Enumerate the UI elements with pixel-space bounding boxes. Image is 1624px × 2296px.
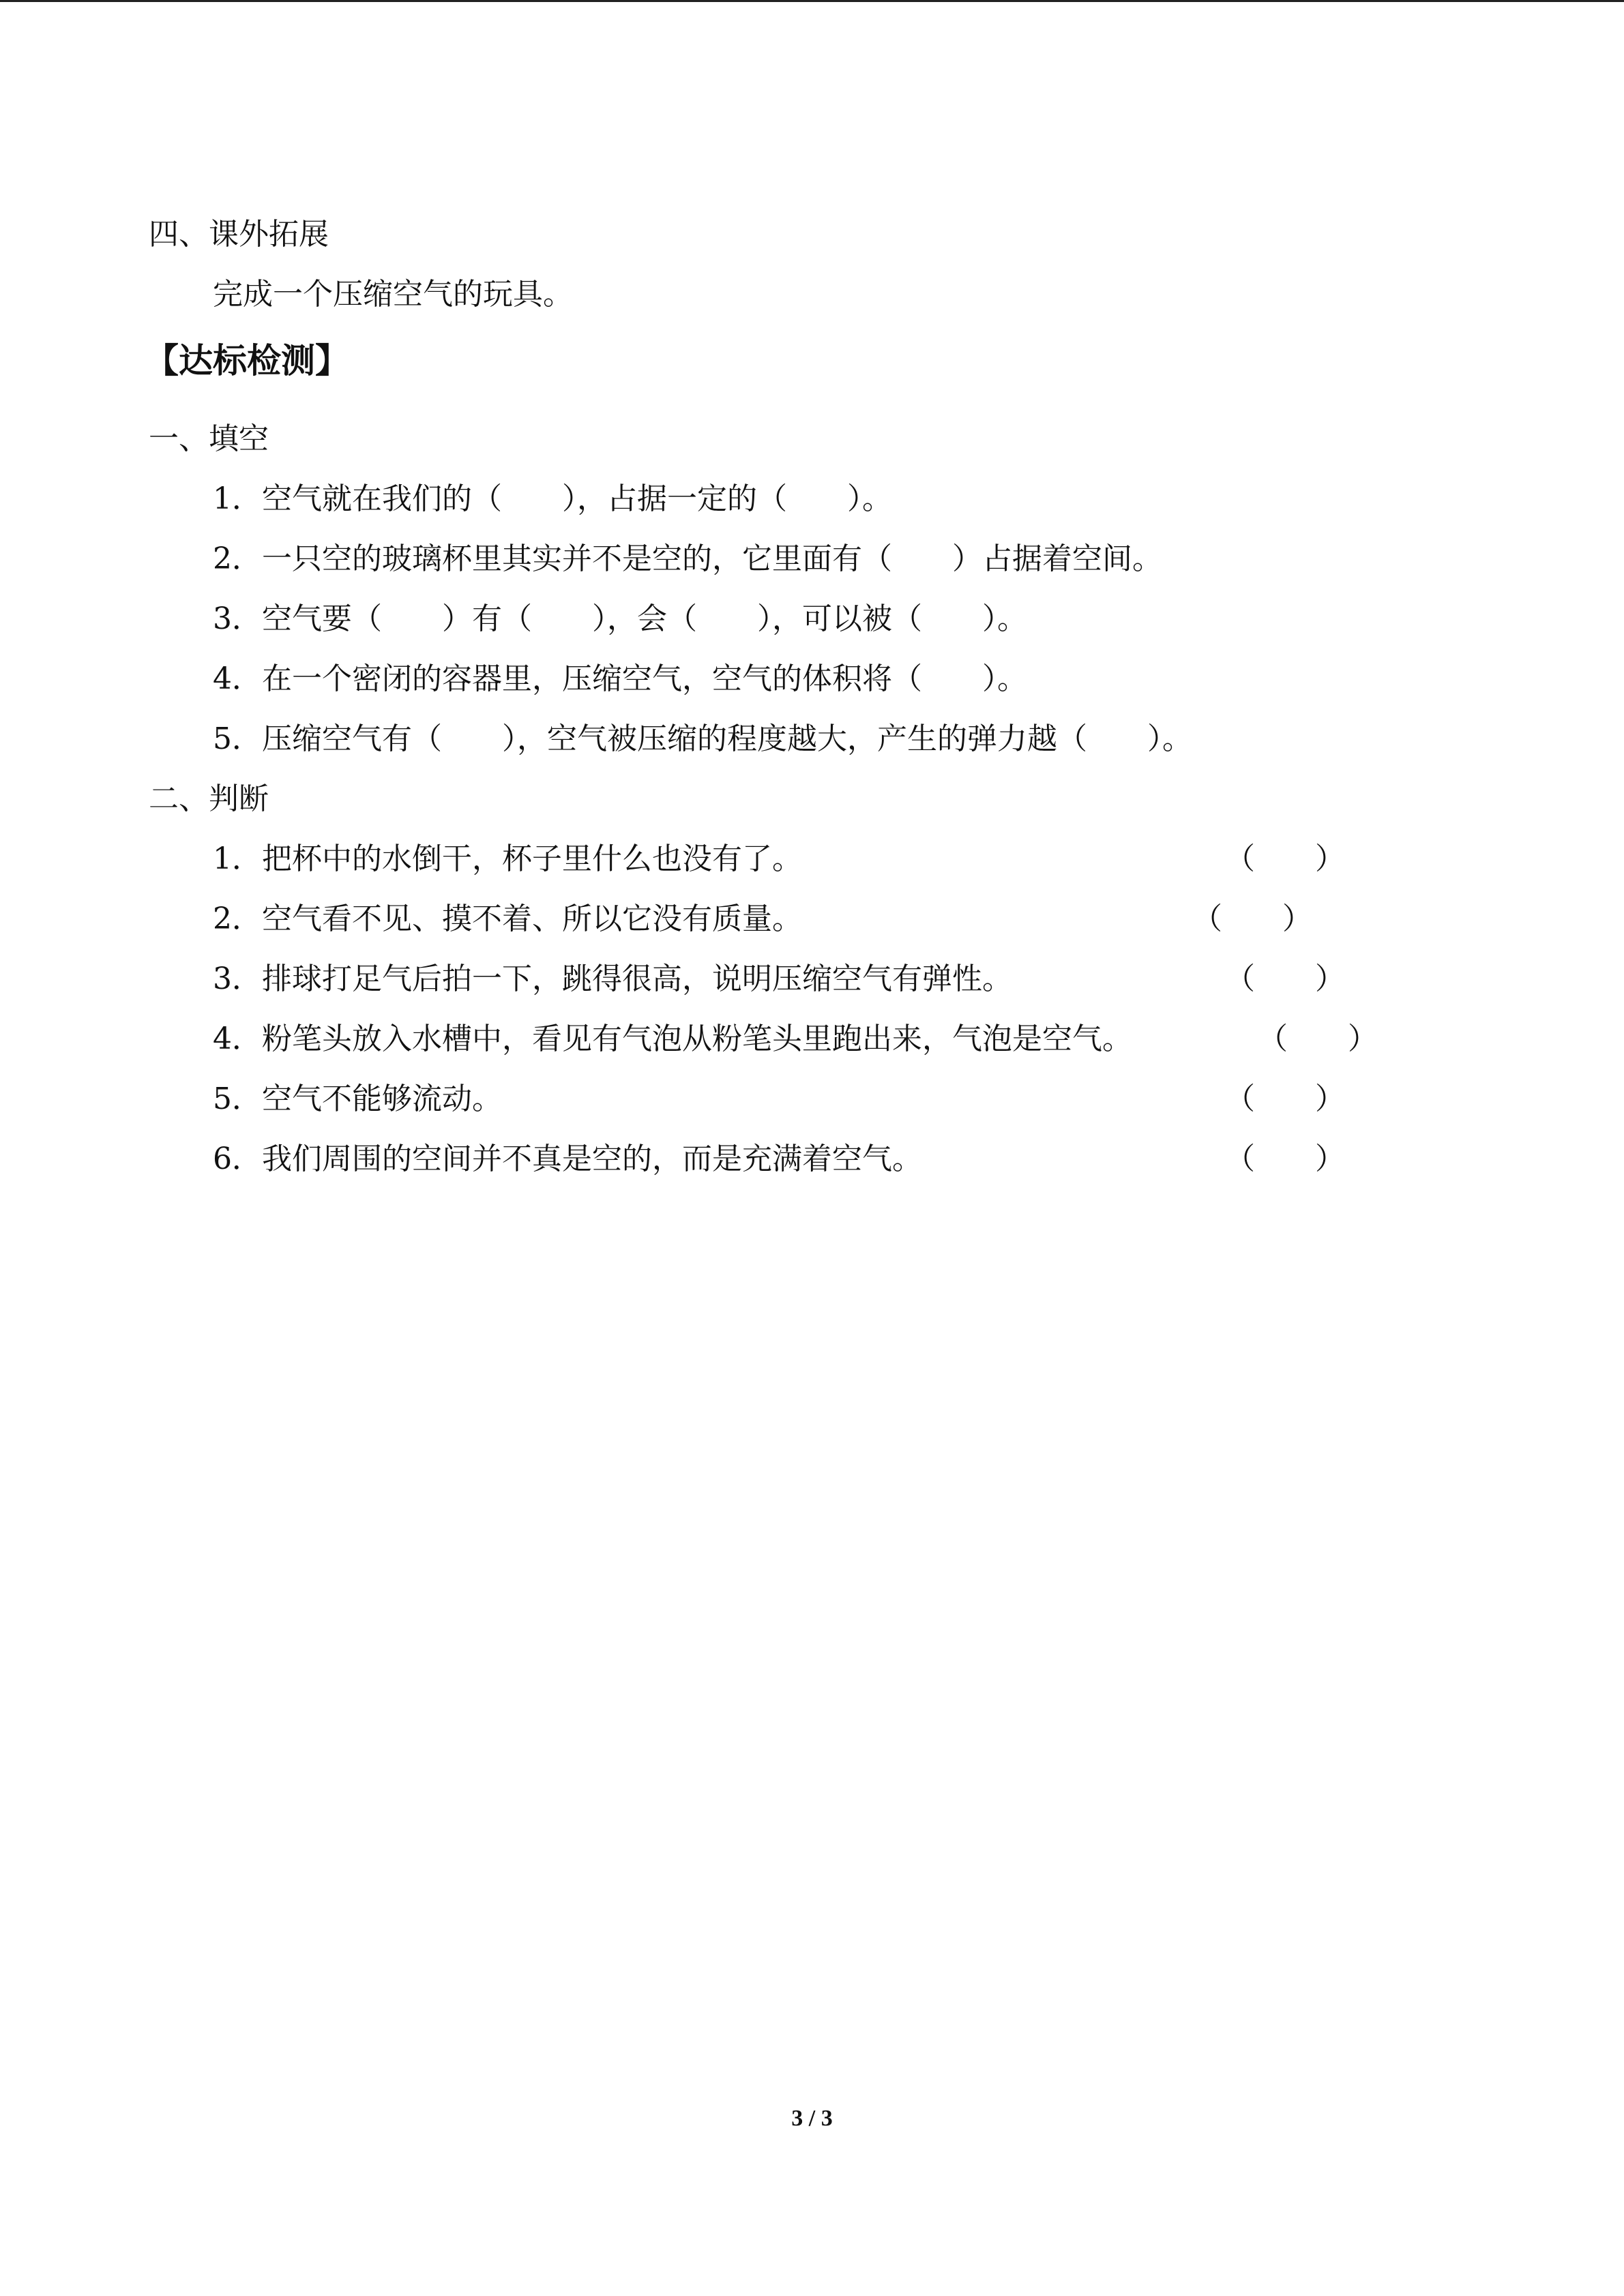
true-false-heading: 二、判断 [149, 781, 269, 816]
answer-blank-5[interactable]: （ ） [1225, 1082, 1345, 1116]
true-false-item-6: 6．我们周围的空间并不真是空的，而是充满着空气。 [213, 1142, 922, 1176]
fill-blank-heading: 一、填空 [149, 421, 269, 456]
answer-blank-6[interactable]: （ ） [1225, 1142, 1345, 1176]
fill-blank-item-5: 5．压缩空气有（ ），空气被压缩的程度越大，产生的弹力越（ ）。 [213, 721, 1192, 756]
fill-blank-item-2: 2．一只空的玻璃杯里其实并不是空的，它里面有（ ）占据着空间。 [213, 541, 1162, 576]
fill-blank-item-4: 4．在一个密闭的容器里，压缩空气，空气的体积将（ ）。 [213, 661, 1027, 696]
true-false-item-1: 1．把杯中的水倒干，杯子里什么也没有了。 [213, 841, 802, 876]
assessment-title: 【达标检测】 [145, 341, 349, 381]
answer-blank-3[interactable]: （ ） [1225, 961, 1345, 996]
true-false-item-4: 4．粉笔头放入水槽中，看见有气泡从粉笔头里跑出来，气泡是空气。 [213, 1022, 1132, 1056]
extension-task: 完成一个压缩空气的玩具。 [213, 277, 573, 312]
extension-heading: 四、课外拓展 [149, 217, 329, 252]
answer-blank-4[interactable]: （ ） [1258, 1022, 1378, 1056]
fill-blank-item-3: 3．空气要（ ）有（ ），会（ ），可以被（ ）。 [213, 601, 1027, 636]
page-number: 3 / 3 [791, 2106, 833, 2131]
fill-blank-item-1: 1．空气就在我们的（ ），占据一定的（ ）。 [213, 481, 892, 516]
true-false-item-5: 5．空气不能够流动。 [213, 1082, 502, 1116]
answer-blank-1[interactable]: （ ） [1225, 841, 1345, 876]
true-false-item-2: 2．空气看不见、摸不着、所以它没有质量。 [213, 901, 802, 936]
true-false-item-3: 3．排球打足气后拍一下，跳得很高，说明压缩空气有弹性。 [213, 961, 1012, 996]
answer-blank-2[interactable]: （ ） [1192, 901, 1312, 936]
